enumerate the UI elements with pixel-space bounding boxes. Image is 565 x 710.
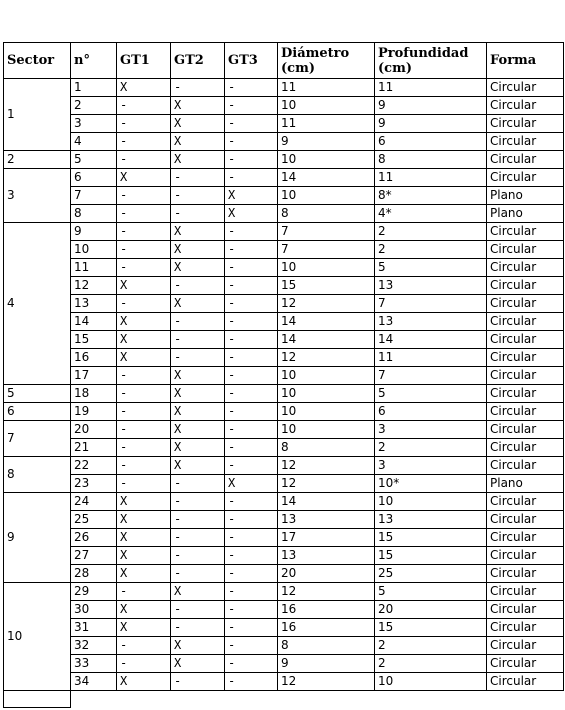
depth-cell: 14 (375, 331, 487, 349)
gt2-cell: - (171, 493, 225, 511)
gt3-cell: - (225, 115, 278, 133)
row-number: 24 (71, 493, 117, 511)
gt2-cell: - (171, 331, 225, 349)
row-number: 23 (71, 475, 117, 493)
row-number: 25 (71, 511, 117, 529)
diameter-cell: 7 (278, 241, 375, 259)
diameter-cell: 12 (278, 457, 375, 475)
shape-cell: Circular (487, 619, 564, 637)
gt2-cell: - (171, 205, 225, 223)
gt3-cell: - (225, 457, 278, 475)
shape-cell: Circular (487, 79, 564, 97)
diameter-cell: 12 (278, 349, 375, 367)
shape-cell: Circular (487, 169, 564, 187)
gt3-cell: - (225, 331, 278, 349)
empty-filler (71, 691, 564, 708)
shape-cell: Circular (487, 115, 564, 133)
gt2-cell: - (171, 565, 225, 583)
row-number: 21 (71, 439, 117, 457)
row-number: 15 (71, 331, 117, 349)
gt2-cell: - (171, 79, 225, 97)
gt3-cell: - (225, 97, 278, 115)
diameter-cell: 9 (278, 655, 375, 673)
row-number: 13 (71, 295, 117, 313)
gt3-cell: - (225, 655, 278, 673)
gt1-cell: - (117, 241, 171, 259)
depth-cell: 2 (375, 637, 487, 655)
table-body (4, 79, 564, 708)
row-number: 29 (71, 583, 117, 601)
gt3-cell: X (225, 475, 278, 493)
diameter-cell: 10 (278, 259, 375, 277)
depth-cell: 25 (375, 565, 487, 583)
gt3-cell: - (225, 133, 278, 151)
depth-cell: 8 (375, 151, 487, 169)
gt3-cell: - (225, 295, 278, 313)
depth-cell: 15 (375, 619, 487, 637)
table-row (4, 421, 564, 439)
depth-cell: 4* (375, 205, 487, 223)
shape-cell: Circular (487, 601, 564, 619)
row-number: 32 (71, 637, 117, 655)
shape-cell: Circular (487, 511, 564, 529)
shape-cell: Circular (487, 97, 564, 115)
sector-cell: 5 (4, 385, 71, 403)
table-row (4, 529, 564, 547)
gt3-cell: - (225, 421, 278, 439)
gt2-cell: - (171, 475, 225, 493)
gt1-cell: X (117, 565, 171, 583)
depth-cell: 10* (375, 475, 487, 493)
sector-cell: 6 (4, 403, 71, 421)
gt3-cell: - (225, 439, 278, 457)
shape-cell: Plano (487, 187, 564, 205)
gt1-cell: - (117, 637, 171, 655)
sector-cell: 10 (4, 583, 71, 691)
gt3-cell: - (225, 223, 278, 241)
depth-cell: 10 (375, 673, 487, 691)
gt3-cell: - (225, 565, 278, 583)
row-number: 14 (71, 313, 117, 331)
gt2-cell: X (171, 151, 225, 169)
gt1-cell: - (117, 151, 171, 169)
gt3-cell: - (225, 367, 278, 385)
row-number: 20 (71, 421, 117, 439)
gt1-cell: - (117, 439, 171, 457)
gt3-cell: - (225, 241, 278, 259)
table-row (4, 475, 564, 493)
gt2-cell: - (171, 277, 225, 295)
sector-cell: 7 (4, 421, 71, 457)
depth-cell: 2 (375, 241, 487, 259)
diameter-cell: 12 (278, 583, 375, 601)
gt2-cell: X (171, 115, 225, 133)
gt1-cell: - (117, 403, 171, 421)
header-sector: Sector (4, 43, 71, 79)
row-number: 28 (71, 565, 117, 583)
depth-cell: 2 (375, 223, 487, 241)
gt3-cell: - (225, 637, 278, 655)
gt3-cell: - (225, 619, 278, 637)
diameter-cell: 11 (278, 115, 375, 133)
table-row (4, 169, 564, 187)
row-number: 34 (71, 673, 117, 691)
gt1-cell: - (117, 223, 171, 241)
gt2-cell: - (171, 187, 225, 205)
row-number: 9 (71, 223, 117, 241)
diameter-cell: 8 (278, 637, 375, 655)
row-number: 11 (71, 259, 117, 277)
table-row (4, 547, 564, 565)
shape-cell: Circular (487, 565, 564, 583)
depth-cell: 11 (375, 169, 487, 187)
row-number: 26 (71, 529, 117, 547)
gt1-cell: - (117, 385, 171, 403)
diameter-cell: 13 (278, 511, 375, 529)
table-row (4, 655, 564, 673)
gt2-cell: X (171, 295, 225, 313)
header-gt1: GT1 (117, 43, 171, 79)
diameter-cell: 14 (278, 331, 375, 349)
gt2-cell: X (171, 583, 225, 601)
gt1-cell: X (117, 511, 171, 529)
diameter-cell: 16 (278, 619, 375, 637)
diameter-cell: 15 (278, 277, 375, 295)
row-number: 12 (71, 277, 117, 295)
shape-cell: Circular (487, 223, 564, 241)
row-number: 8 (71, 205, 117, 223)
header-row (4, 43, 564, 79)
gt2-cell: - (171, 349, 225, 367)
sector-cell: 8 (4, 457, 71, 493)
table-row (4, 259, 564, 277)
table-row (4, 511, 564, 529)
gt1-cell: - (117, 295, 171, 313)
empty-cell (4, 691, 71, 708)
depth-cell: 6 (375, 133, 487, 151)
diameter-cell: 16 (278, 601, 375, 619)
depth-cell: 15 (375, 547, 487, 565)
table-row (4, 241, 564, 259)
gt3-cell: - (225, 403, 278, 421)
gt1-cell: - (117, 205, 171, 223)
table-row (4, 637, 564, 655)
sector-cell: 2 (4, 151, 71, 169)
table-row (4, 133, 564, 151)
table-row (4, 115, 564, 133)
gt3-cell: - (225, 169, 278, 187)
gt2-cell: X (171, 403, 225, 421)
gt2-cell: - (171, 313, 225, 331)
gt1-cell: - (117, 133, 171, 151)
diameter-cell: 10 (278, 421, 375, 439)
gt2-cell: - (171, 619, 225, 637)
header-diameter: Diámetro (cm) (278, 43, 375, 79)
header-gt2: GT2 (171, 43, 225, 79)
row-number: 19 (71, 403, 117, 421)
gt1-cell: - (117, 367, 171, 385)
gt1-cell: - (117, 187, 171, 205)
table-row (4, 151, 564, 169)
shape-cell: Circular (487, 583, 564, 601)
gt2-cell: X (171, 133, 225, 151)
gt3-cell: - (225, 277, 278, 295)
table-row (4, 385, 564, 403)
shape-cell: Circular (487, 529, 564, 547)
gt3-cell: X (225, 187, 278, 205)
row-number: 22 (71, 457, 117, 475)
row-number: 30 (71, 601, 117, 619)
gt3-cell: - (225, 493, 278, 511)
gt1-cell: - (117, 115, 171, 133)
gt3-cell: - (225, 511, 278, 529)
diameter-cell: 7 (278, 223, 375, 241)
table-row (4, 439, 564, 457)
gt1-cell: X (117, 349, 171, 367)
gt1-cell: X (117, 313, 171, 331)
gt2-cell: X (171, 637, 225, 655)
header-number: n° (71, 43, 117, 79)
table-row (4, 97, 564, 115)
row-number: 1 (71, 79, 117, 97)
diameter-cell: 10 (278, 187, 375, 205)
diameter-cell: 12 (278, 673, 375, 691)
diameter-cell: 10 (278, 97, 375, 115)
gt1-cell: - (117, 457, 171, 475)
row-number: 18 (71, 385, 117, 403)
gt3-cell: - (225, 151, 278, 169)
diameter-cell: 14 (278, 493, 375, 511)
gt1-cell: - (117, 97, 171, 115)
depth-cell: 13 (375, 313, 487, 331)
gt1-cell: X (117, 547, 171, 565)
shape-cell: Circular (487, 493, 564, 511)
table-row (4, 583, 564, 601)
gt2-cell: X (171, 457, 225, 475)
gt2-cell: X (171, 97, 225, 115)
gt1-cell: X (117, 493, 171, 511)
gt3-cell: X (225, 205, 278, 223)
diameter-cell: 12 (278, 295, 375, 313)
gt3-cell: - (225, 547, 278, 565)
gt2-cell: - (171, 529, 225, 547)
diameter-cell: 8 (278, 205, 375, 223)
row-number: 33 (71, 655, 117, 673)
gt2-cell: X (171, 655, 225, 673)
depth-cell: 7 (375, 295, 487, 313)
table-row (4, 565, 564, 583)
depth-cell: 11 (375, 349, 487, 367)
shape-cell: Plano (487, 205, 564, 223)
table-row (4, 619, 564, 637)
shape-cell: Circular (487, 259, 564, 277)
gt2-cell: X (171, 385, 225, 403)
table-row (4, 313, 564, 331)
table-row (4, 295, 564, 313)
row-number: 6 (71, 169, 117, 187)
shape-cell: Circular (487, 385, 564, 403)
shape-cell: Circular (487, 331, 564, 349)
row-number: 10 (71, 241, 117, 259)
diameter-cell: 14 (278, 313, 375, 331)
depth-cell: 3 (375, 457, 487, 475)
gt1-cell: - (117, 583, 171, 601)
gt2-cell: X (171, 367, 225, 385)
depth-cell: 5 (375, 385, 487, 403)
header-depth: Profundidad (cm) (375, 43, 487, 79)
depth-cell: 5 (375, 259, 487, 277)
shape-cell: Plano (487, 475, 564, 493)
depth-cell: 10 (375, 493, 487, 511)
row-number: 3 (71, 115, 117, 133)
depth-cell: 2 (375, 655, 487, 673)
empty-row (4, 691, 564, 708)
gt3-cell: - (225, 583, 278, 601)
shape-cell: Circular (487, 547, 564, 565)
shape-cell: Circular (487, 403, 564, 421)
gt3-cell: - (225, 601, 278, 619)
gt1-cell: X (117, 673, 171, 691)
depth-cell: 8* (375, 187, 487, 205)
table-row (4, 349, 564, 367)
diameter-cell: 10 (278, 151, 375, 169)
gt1-cell: X (117, 529, 171, 547)
diameter-cell: 10 (278, 385, 375, 403)
gt3-cell: - (225, 259, 278, 277)
shape-cell: Circular (487, 637, 564, 655)
data-table (3, 42, 564, 708)
gt3-cell: - (225, 385, 278, 403)
row-number: 2 (71, 97, 117, 115)
gt3-cell: - (225, 79, 278, 97)
diameter-cell: 10 (278, 367, 375, 385)
gt1-cell: X (117, 619, 171, 637)
depth-cell: 7 (375, 367, 487, 385)
gt2-cell: X (171, 259, 225, 277)
gt2-cell: - (171, 601, 225, 619)
depth-cell: 15 (375, 529, 487, 547)
diameter-cell: 17 (278, 529, 375, 547)
depth-cell: 13 (375, 277, 487, 295)
gt2-cell: X (171, 421, 225, 439)
diameter-cell: 13 (278, 547, 375, 565)
depth-cell: 20 (375, 601, 487, 619)
gt1-cell: - (117, 475, 171, 493)
diameter-cell: 14 (278, 169, 375, 187)
sector-cell: 4 (4, 223, 71, 385)
diameter-cell: 8 (278, 439, 375, 457)
gt2-cell: X (171, 241, 225, 259)
row-number: 31 (71, 619, 117, 637)
row-number: 17 (71, 367, 117, 385)
depth-cell: 11 (375, 79, 487, 97)
shape-cell: Circular (487, 439, 564, 457)
table-row (4, 367, 564, 385)
depth-cell: 5 (375, 583, 487, 601)
sector-cell: 3 (4, 169, 71, 223)
shape-cell: Circular (487, 349, 564, 367)
row-number: 4 (71, 133, 117, 151)
gt2-cell: - (171, 169, 225, 187)
table-row (4, 493, 564, 511)
gt2-cell: - (171, 547, 225, 565)
sector-cell: 9 (4, 493, 71, 583)
row-number: 5 (71, 151, 117, 169)
gt1-cell: - (117, 259, 171, 277)
depth-cell: 9 (375, 115, 487, 133)
shape-cell: Circular (487, 673, 564, 691)
gt1-cell: - (117, 421, 171, 439)
diameter-cell: 12 (278, 475, 375, 493)
shape-cell: Circular (487, 151, 564, 169)
gt1-cell: X (117, 277, 171, 295)
gt2-cell: X (171, 223, 225, 241)
shape-cell: Circular (487, 313, 564, 331)
diameter-cell: 11 (278, 79, 375, 97)
table-row (4, 673, 564, 691)
table-row (4, 403, 564, 421)
gt1-cell: X (117, 169, 171, 187)
shape-cell: Circular (487, 295, 564, 313)
table-row (4, 223, 564, 241)
shape-cell: Circular (487, 367, 564, 385)
table-row (4, 79, 564, 97)
shape-cell: Circular (487, 133, 564, 151)
gt1-cell: X (117, 79, 171, 97)
shape-cell: Circular (487, 277, 564, 295)
table-row (4, 205, 564, 223)
gt3-cell: - (225, 313, 278, 331)
gt3-cell: - (225, 349, 278, 367)
gt1-cell: - (117, 655, 171, 673)
gt3-cell: - (225, 529, 278, 547)
shape-cell: Circular (487, 457, 564, 475)
shape-cell: Circular (487, 421, 564, 439)
header-gt3: GT3 (225, 43, 278, 79)
gt2-cell: X (171, 439, 225, 457)
row-number: 27 (71, 547, 117, 565)
gt3-cell: - (225, 673, 278, 691)
table-row (4, 601, 564, 619)
depth-cell: 9 (375, 97, 487, 115)
table-row (4, 187, 564, 205)
depth-cell: 13 (375, 511, 487, 529)
gt1-cell: X (117, 601, 171, 619)
diameter-cell: 9 (278, 133, 375, 151)
depth-cell: 3 (375, 421, 487, 439)
table-row (4, 457, 564, 475)
gt2-cell: - (171, 511, 225, 529)
sector-cell: 1 (4, 79, 71, 151)
gt1-cell: X (117, 331, 171, 349)
row-number: 7 (71, 187, 117, 205)
diameter-cell: 20 (278, 565, 375, 583)
shape-cell: Circular (487, 655, 564, 673)
table-row (4, 277, 564, 295)
gt2-cell: - (171, 673, 225, 691)
row-number: 16 (71, 349, 117, 367)
table-row (4, 331, 564, 349)
diameter-cell: 10 (278, 403, 375, 421)
header-shape: Forma (487, 43, 564, 79)
depth-cell: 6 (375, 403, 487, 421)
shape-cell: Circular (487, 241, 564, 259)
depth-cell: 2 (375, 439, 487, 457)
